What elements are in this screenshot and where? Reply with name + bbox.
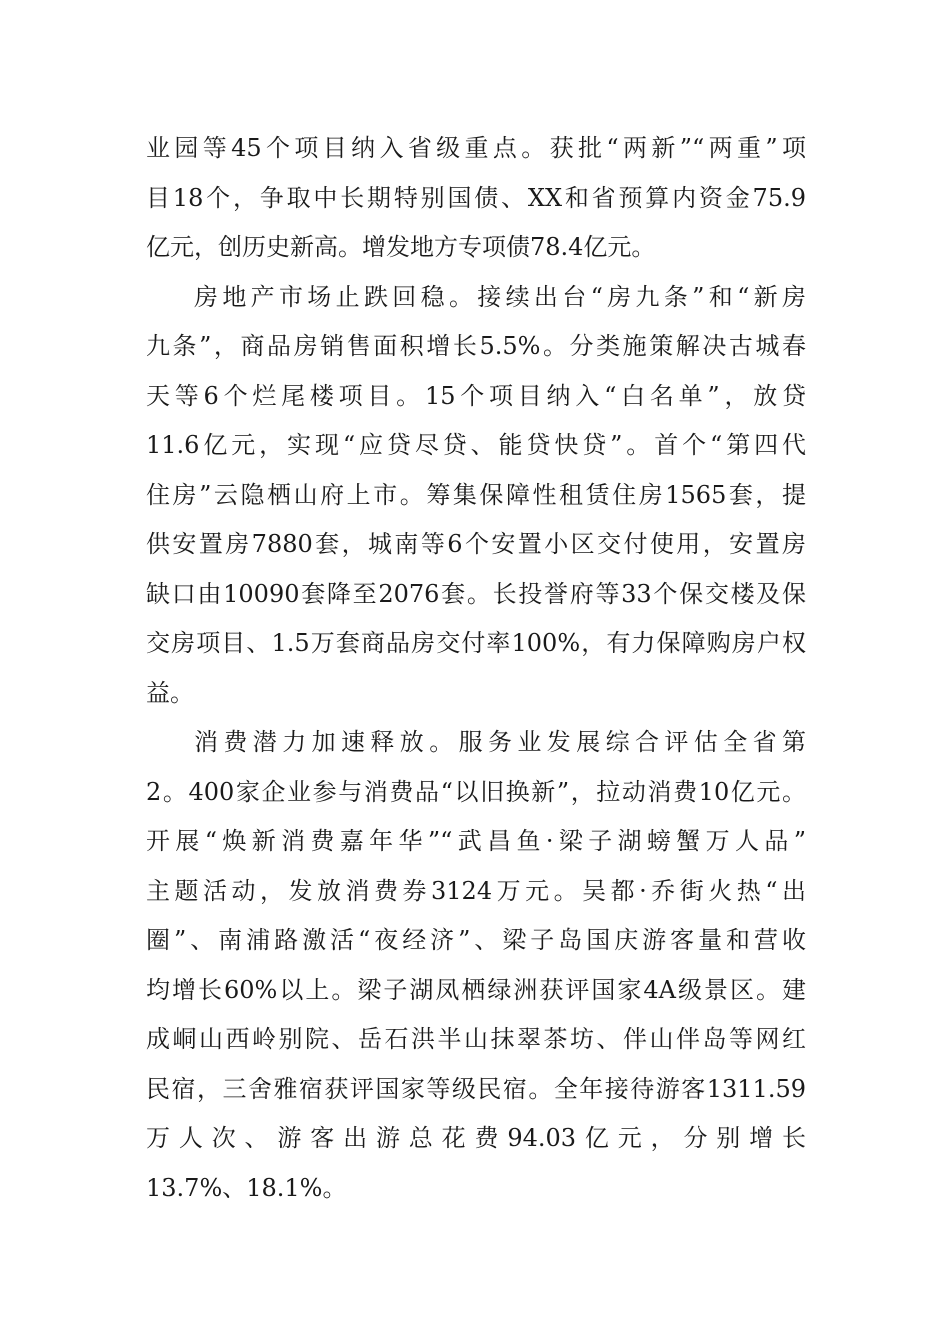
text-line: 业园等45个项目纳入省级重点。获批“两新”“两重”项 (146, 134, 806, 162)
text-line: 成峒山西岭别院、岳石洪半山抹翠茶坊、伴山伴岛等网红 (146, 1025, 806, 1053)
text-line: 房地产市场止跌回稳。接续出台“房九条”和“新房 (194, 282, 806, 311)
text-line: 民宿，三舍雅宿获评国家等级民宿。全年接待游客1311.59 (146, 1074, 806, 1103)
text-line: 消费潜力加速释放。服务业发展综合评估全省第 (194, 728, 806, 756)
text-line: 缺口由10090套降至2076套。长投誉府等33个保交楼及保 (146, 579, 806, 608)
text-line: 天等6个烂尾楼项目。15个项目纳入“白名单”，放贷 (146, 381, 806, 410)
text-line: 11.6亿元，实现“应贷尽贷、能贷快贷”。首个“第四代 (146, 431, 806, 459)
text-line: 亿元，创历史新高。增发地方专项债78.4亿元。 (146, 233, 656, 261)
text-line: 13.7%、18.1%。 (146, 1173, 347, 1202)
text-line: 益。 (146, 678, 194, 707)
text-line: 2。400家企业参与消费品“以旧换新”，拉动消费10亿元。 (146, 777, 806, 806)
text-line: 主题活动，发放消费券3124万元。吴都·乔街火热“出 (146, 876, 806, 905)
text-line: 圈”、南浦路激活“夜经济”、梁子岛国庆游客量和营收 (146, 926, 806, 954)
text-line: 住房”云隐栖山府上市。筹集保障性租赁住房1565套，提 (146, 480, 806, 509)
text-line: 九条”，商品房销售面积增长5.5%。分类施策解决古城春 (146, 332, 806, 360)
text-line: 开展“焕新消费嘉年华”“武昌鱼·梁子湖螃蟹万人品” (146, 827, 806, 855)
text-line: 均增长60%以上。梁子湖凤栖绿洲获评国家4A级景区。建 (146, 975, 806, 1004)
text-line: 万人次、游客出游总花费94.03亿元，分别增长 (146, 1124, 806, 1152)
text-line: 目18个，争取中长期特别国债、XX和省预算内资金75.9 (146, 183, 806, 212)
document-body (146, 124, 806, 1213)
text-line: 交房项目、1.5万套商品房交付率100%，有力保障购房户权 (146, 629, 806, 657)
text-line: 供安置房7880套，城南等6个安置小区交付使用，安置房 (146, 530, 806, 558)
paragraph-consumption (146, 718, 806, 1213)
paragraph-real-estate (146, 273, 806, 719)
paragraph-investment (146, 124, 806, 273)
